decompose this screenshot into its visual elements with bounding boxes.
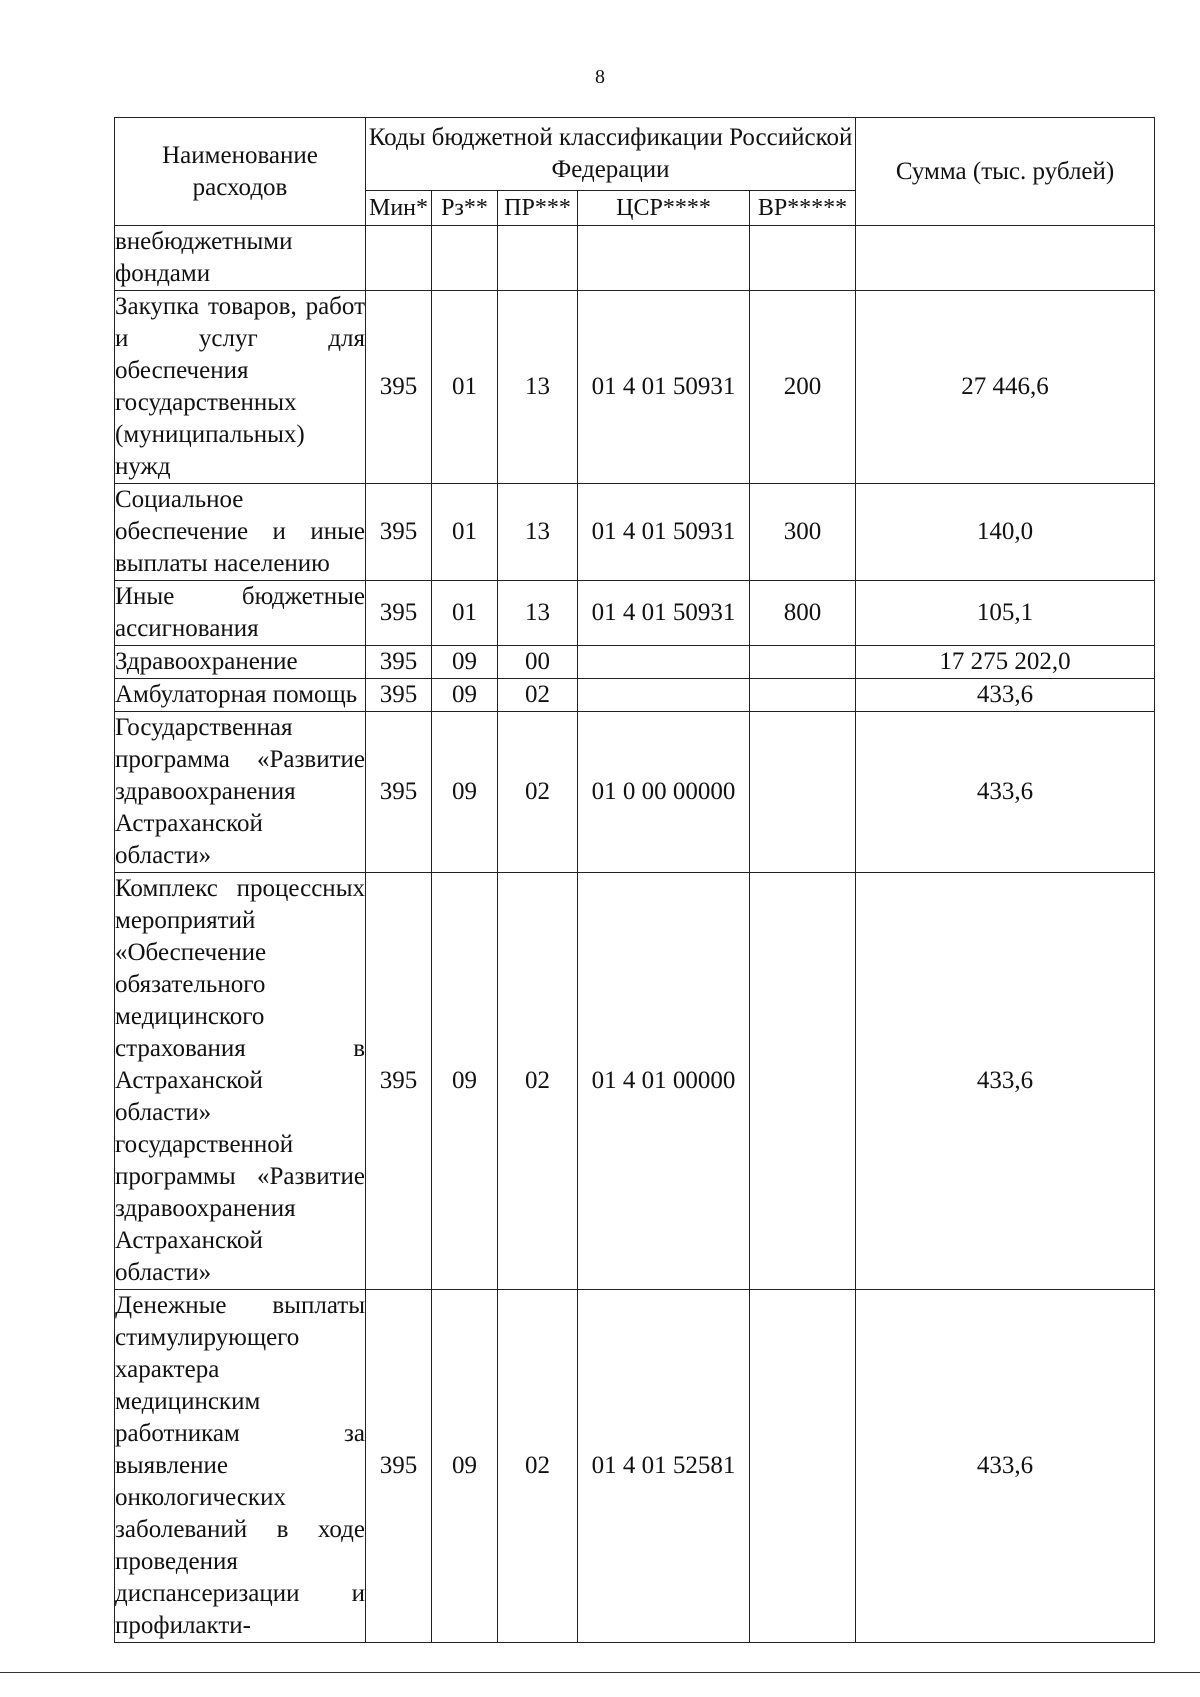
cell-sum: 140,0: [856, 484, 1155, 581]
cell-csr: [578, 679, 750, 712]
cell-name: Амбулаторная помощь: [115, 679, 366, 712]
cell-sum: 433,6: [856, 1290, 1155, 1643]
cell-rz: 09: [432, 1290, 498, 1643]
cell-csr: [578, 646, 750, 679]
header-codes-group: Коды бюджетной классификации Российской Федерации: [366, 118, 856, 191]
cell-min: [366, 226, 432, 291]
cell-vr: [750, 873, 856, 1290]
cell-sum: 27 446,6: [856, 291, 1155, 484]
cell-min: 395: [366, 873, 432, 1290]
cell-csr: 01 4 01 00000: [578, 873, 750, 1290]
cell-pr: 00: [498, 646, 578, 679]
cell-rz: 09: [432, 873, 498, 1290]
table-row: [115, 679, 1155, 712]
cell-csr: 01 4 01 50931: [578, 484, 750, 581]
cell-vr: 800: [750, 581, 856, 646]
cell-rz: 09: [432, 646, 498, 679]
cell-csr: 01 0 00 00000: [578, 712, 750, 873]
table-row: [115, 1290, 1155, 1643]
cell-pr: 13: [498, 484, 578, 581]
cell-min: 395: [366, 679, 432, 712]
header-name: Наименование расходов: [115, 118, 366, 226]
table-row: [115, 581, 1155, 646]
header-min: Мин*: [366, 191, 432, 226]
cell-sum: [856, 226, 1155, 291]
cell-sum: 17 275 202,0: [856, 646, 1155, 679]
cell-sum: 433,6: [856, 679, 1155, 712]
cell-rz: 01: [432, 484, 498, 581]
cell-name: внебюджетными фондами: [115, 226, 366, 291]
cell-vr: [750, 712, 856, 873]
cell-vr: 300: [750, 484, 856, 581]
cell-rz: 09: [432, 712, 498, 873]
cell-min: 395: [366, 1290, 432, 1643]
cell-vr: [750, 1290, 856, 1643]
cell-min: 395: [366, 484, 432, 581]
table-row: [115, 226, 1155, 291]
cell-csr: 01 4 01 50931: [578, 291, 750, 484]
cell-pr: 02: [498, 679, 578, 712]
table-row: [115, 873, 1155, 1290]
cell-vr: 200: [750, 291, 856, 484]
cell-pr: 02: [498, 873, 578, 1290]
cell-name: Денежные выплаты стимулирующего характера медицинским работникам за выявление онкологических заболеваний в ходе проведения диспансеризации и профилакти-: [115, 1290, 366, 1643]
cell-rz: 09: [432, 679, 498, 712]
header-pr: ПР***: [498, 191, 578, 226]
budget-table: [114, 117, 1155, 1643]
cell-name: Иные бюджетные ассигнования: [115, 581, 366, 646]
cell-min: 395: [366, 646, 432, 679]
header-vr: ВР*****: [750, 191, 856, 226]
cell-csr: [578, 226, 750, 291]
cell-vr: [750, 226, 856, 291]
cell-pr: 13: [498, 291, 578, 484]
cell-name: Здравоохранение: [115, 646, 366, 679]
cell-min: 395: [366, 581, 432, 646]
cell-sum: 105,1: [856, 581, 1155, 646]
cell-rz: 01: [432, 291, 498, 484]
table-row: [115, 484, 1155, 581]
cell-pr: 13: [498, 581, 578, 646]
cell-rz: [432, 226, 498, 291]
header-row-1: [115, 118, 1155, 191]
table-row: [115, 646, 1155, 679]
header-rz: Рз**: [432, 191, 498, 226]
cell-rz: 01: [432, 581, 498, 646]
cell-csr: 01 4 01 50931: [578, 581, 750, 646]
header-sum: Сумма (тыс. рублей): [856, 118, 1155, 226]
cell-name: Комплекс процессных мероприятий «Обеспечение обязательного медицинского страхования в Астраханской области» государственной программы «Развитие здравоохранения Астраханской области»: [115, 873, 366, 1290]
cell-sum: 433,6: [856, 712, 1155, 873]
table-row: [115, 712, 1155, 873]
table-row: [115, 291, 1155, 484]
cell-min: 395: [366, 712, 432, 873]
cell-name: Закупка товаров, работ и услуг для обеспечения государственных (муниципальных) нужд: [115, 291, 366, 484]
cell-csr: 01 4 01 52581: [578, 1290, 750, 1643]
page-bottom-divider: [0, 1672, 1200, 1673]
cell-vr: [750, 646, 856, 679]
header-csr: ЦСР****: [578, 191, 750, 226]
cell-pr: [498, 226, 578, 291]
cell-vr: [750, 679, 856, 712]
cell-pr: 02: [498, 1290, 578, 1643]
cell-sum: 433,6: [856, 873, 1155, 1290]
cell-pr: 02: [498, 712, 578, 873]
cell-name: Государственная программа «Развитие здравоохранения Астраханской области»: [115, 712, 366, 873]
cell-name: Социальное обеспечение и иные выплаты населению: [115, 484, 366, 581]
page-number: 8: [595, 66, 605, 88]
cell-min: 395: [366, 291, 432, 484]
